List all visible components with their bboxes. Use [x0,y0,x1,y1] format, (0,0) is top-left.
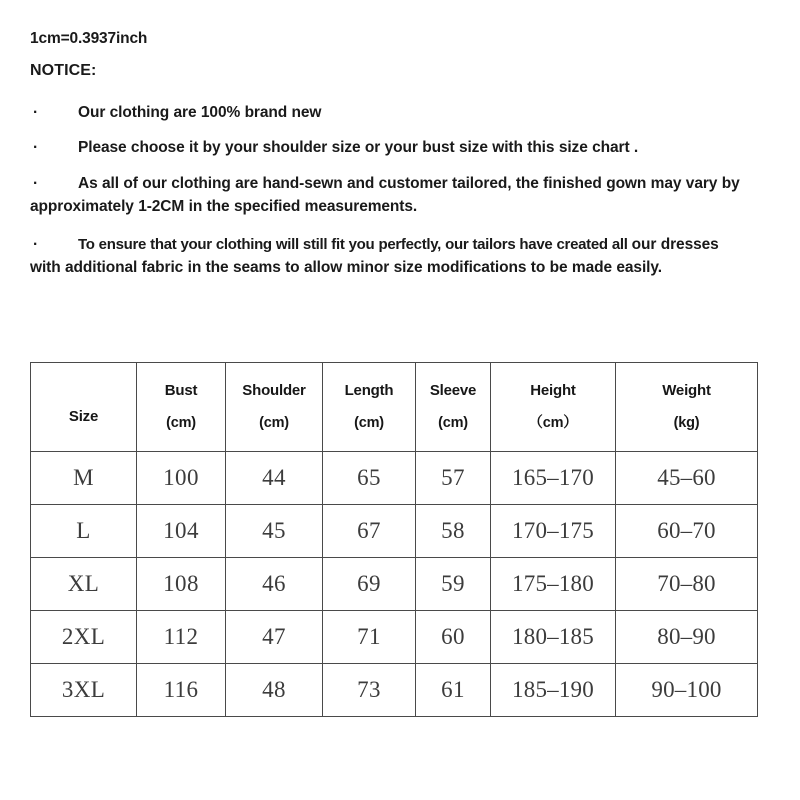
column-header-weight [616,363,758,452]
cell-height: 170–175 [491,505,616,558]
cell-weight: 60–70 [616,505,758,558]
column-header-length [323,363,416,452]
table-row [31,452,758,505]
column-header-bust-unit: (cm) [166,415,196,432]
notice-heading: NOTICE: [30,61,97,79]
column-header-bust [137,363,226,452]
cell-bust: 108 [137,558,226,611]
notice-section [30,31,742,280]
notice-bullet-1-text: Our clothing are 100% brand new [78,103,322,121]
cell-length: 69 [323,558,416,611]
cell-sleeve: 57 [416,452,491,505]
cell-sleeve: 60 [416,611,491,664]
cell-size: M [31,452,137,505]
cell-sleeve: 61 [416,664,491,717]
bullet-marker-icon: · [33,139,39,157]
cell-weight: 80–90 [616,611,758,664]
cell-height: 165–170 [491,452,616,505]
column-header-weight-unit: (kg) [673,415,700,432]
cell-bust: 100 [137,452,226,505]
notice-bullet-2-text: Please choose it by your shoulder size or your bust size with this size chart . [78,139,639,157]
column-header-size [31,363,137,452]
column-header-height [491,363,616,452]
cell-height: 175–180 [491,558,616,611]
size-chart-body [31,452,758,717]
table-row [31,664,758,717]
column-header-length-label: Length [344,382,394,400]
cell-weight: 70–80 [616,558,758,611]
cell-shoulder: 48 [226,664,323,717]
column-header-shoulder-unit: (cm) [259,415,289,432]
table-header-row [31,363,758,452]
cell-bust: 104 [137,505,226,558]
column-header-shoulder [226,363,323,452]
cell-size: XL [31,558,137,611]
size-chart-header [31,363,758,452]
bullet-marker-icon: · [33,103,39,121]
column-header-length-unit: (cm) [354,415,384,432]
notice-bullet-4 [30,233,742,281]
cell-shoulder: 45 [226,505,323,558]
cell-shoulder: 44 [226,452,323,505]
cell-shoulder: 47 [226,611,323,664]
cell-sleeve: 59 [416,558,491,611]
notice-bullet-4-text: To ensure that your clothing will still fit you perfectly, our tailors have created all [78,235,632,253]
cell-weight: 90–100 [616,664,758,717]
cell-length: 65 [323,452,416,505]
unit-conversion-line: 1cm=0.3937inch [30,30,148,47]
cell-bust: 112 [137,611,226,664]
notice-bullet-3-text: As all of our clothing are hand-sewn and customer tailored, the finished gown may vary by approximately 1-2CM in the specified measurements. [30,174,740,216]
cell-shoulder: 46 [226,558,323,611]
column-header-size-label: Size [68,407,99,425]
column-header-height-unit: （cm） [528,415,578,432]
table-row [31,558,758,611]
size-chart-table [30,362,758,717]
cell-bust: 116 [137,664,226,717]
cell-length: 67 [323,505,416,558]
column-header-sleeve-unit: (cm) [438,415,468,432]
column-header-sleeve-label: Sleeve [429,382,477,400]
column-header-bust-label: Bust [164,382,198,400]
table-row [31,611,758,664]
bullet-marker-icon: · [33,235,38,253]
cell-length: 73 [323,664,416,717]
bullet-marker-icon: · [33,174,39,192]
notice-bullet-4-emphasis: our dresses with additional fabric in the seams to allow minor size modifications to be made easily. [30,235,719,277]
notice-bullet-3 [30,172,742,219]
cell-sleeve: 58 [416,505,491,558]
column-header-sleeve [416,363,491,452]
cell-weight: 45–60 [616,452,758,505]
table-row [31,505,758,558]
size-chart-table-container [30,362,757,717]
cell-size: L [31,505,137,558]
cell-length: 71 [323,611,416,664]
column-header-height-label: Height [530,382,576,400]
notice-bullet-1 [30,101,742,125]
cell-size: 2XL [31,611,137,664]
column-header-weight-label: Weight [662,382,711,400]
notice-bullet-2 [30,136,742,160]
column-header-shoulder-label: Shoulder [242,382,306,400]
cell-height: 185–190 [491,664,616,717]
cell-size: 3XL [31,664,137,717]
cell-height: 180–185 [491,611,616,664]
